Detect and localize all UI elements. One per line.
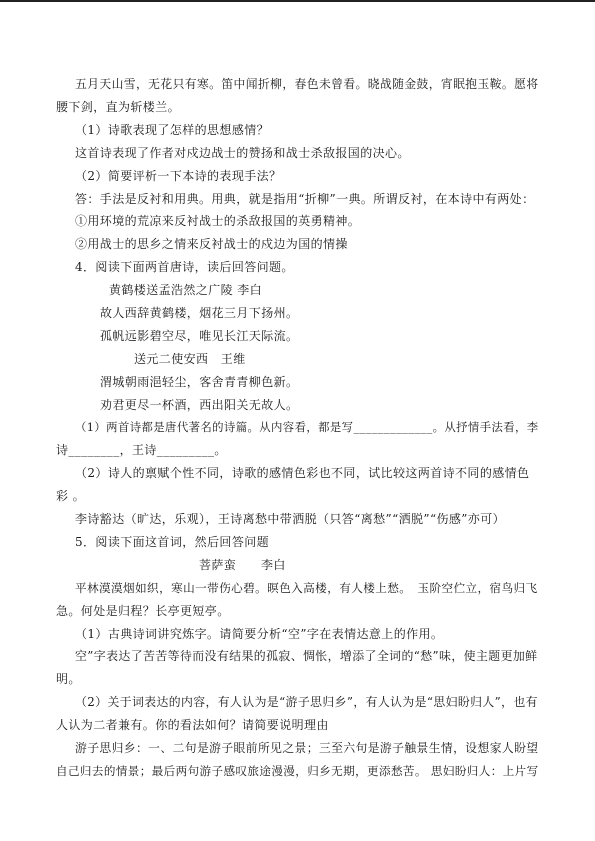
answer-line: 明。 (56, 672, 81, 686)
question-line: （2）关于词表达的内容，有人认为是“游子思归乡”，有人认为是“思妇盼归人”，也有 (75, 695, 538, 709)
question-line: 人认为二者兼有。你的看法如何？请简要说明理由 (56, 718, 329, 732)
answer-line: ②用战士的思乡之情来反衬战士的戍边为国的情操 (75, 237, 348, 251)
question-line: （2）简要评析一下本诗的表现手法？ (75, 169, 282, 183)
poem-text-line: 劝君更尽一杯酒，西出阳关无故人。 (100, 398, 299, 412)
top-rule (0, 0, 595, 2)
poem-text-line: 平林漠漠烟如织，寒山一带伤心碧。暝色入高楼，有人楼上愁。 玉阶空伫立，宿鸟归飞 (75, 581, 538, 595)
question-line: （1）诗歌表现了怎样的思想感情？ (75, 123, 270, 137)
poem-text-line: 五月天山雪，无花只有寒。笛中闻折柳，春色未曾看。晓战随金鼓，宵眠抱玉鞍。愿将 (75, 77, 539, 91)
poem-text-line: 腰下剑，直为斩楼兰。 (56, 100, 181, 114)
section-heading: 5．阅读下面这首词，然后回答问题 (75, 535, 270, 549)
answer-line: 答：手法是反衬和用典。用典，就是指用“折柳”一典。所谓反衬，在本诗中有两处： (75, 192, 535, 206)
answer-line: 这首诗表现了作者对戍边战士的赞扬和战士杀敌报国的决心。 (75, 146, 410, 160)
poem-text-line: 渭城朝雨浥轻尘，客舍青青柳色新。 (100, 375, 299, 389)
question-line: （2）诗人的禀赋个性不同，诗歌的感情色彩也不同，试比较这两首诗不同的感情色 (75, 466, 530, 480)
question-line: 彩 。 (56, 489, 86, 503)
answer-line: 李诗豁达（旷达，乐观），王诗离愁中带洒脱（只答“离愁”“洒脱”“伤感”亦可） (75, 512, 506, 526)
poem-text-line: 孤帆远影碧空尽，唯见长江天际流。 (100, 329, 299, 343)
section-heading: 4．阅读下面两首唐诗，读后回答问题。 (75, 260, 294, 274)
answer-line: ①用环境的荒凉来反衬战士的杀敌报国的英勇精神。 (75, 214, 361, 228)
poem-text-line: 急。何处是归程？长亭更短亭。 (56, 604, 230, 618)
poem-title: 送元二使安西 王维 (134, 352, 246, 366)
poem-title: 菩萨蛮 李白 (199, 558, 286, 572)
question-line: 诗________，王诗_________。 (56, 443, 227, 457)
question-line: （1）两首诗都是唐代著名的诗篇。从内容看，都是写_____________。从抒情手法看，李 (75, 420, 539, 434)
question-line: （1）古典诗词讲究炼字。请简要分析“空”字在表情达意上的作用。 (75, 627, 444, 641)
answer-line: 空”字表达了苦苦等待而没有结果的孤寂、惆怅，增添了全词的“愁”味，使主题更加鲜 (75, 649, 538, 663)
poem-text-line: 故人西辞黄鹤楼，烟花三月下扬州。 (100, 306, 299, 320)
poem-title: 黄鹤楼送孟浩然之广陵 李白 (109, 283, 263, 297)
answer-line: 自己归去的情景；最后两句游子感叹旅途漫漫，归乡无期，更添愁苦。 思妇盼归人：上片写 (56, 764, 539, 778)
answer-line: 游子思归乡：一、二句是游子眼前所见之景；三至六句是游子触景生情，设想家人盼望 (75, 741, 539, 755)
